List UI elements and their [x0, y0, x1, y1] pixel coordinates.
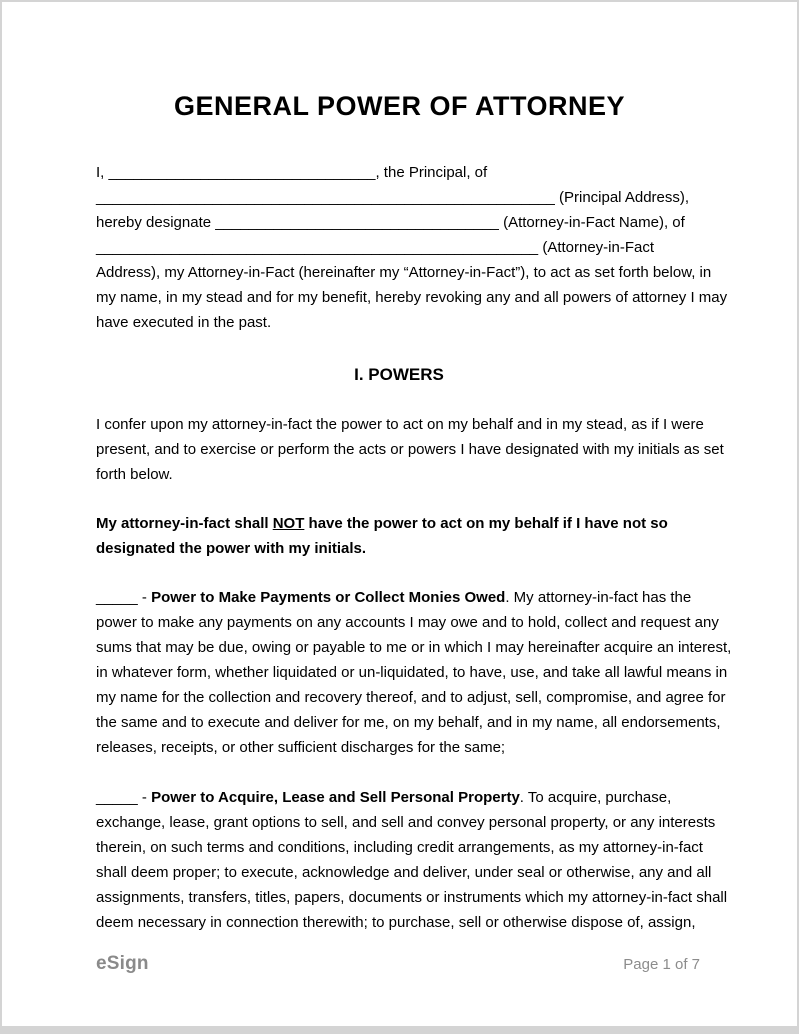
- text-line: [96, 585, 702, 610]
- text-segment: (Attorney-in-Fact Name), of: [498, 214, 685, 231]
- text-segment: . To acquire, purchase,: [519, 789, 672, 806]
- text-line: [96, 835, 702, 860]
- text-segment: NOT: [272, 515, 305, 532]
- text-segment: My attorney-in-fact shall: [96, 515, 273, 532]
- blank-fill-in-line: _____________________________________________________: [96, 239, 539, 256]
- text-line: [96, 160, 702, 185]
- page-number-indicator: Page 1 of 7: [623, 956, 700, 973]
- text-line: [96, 511, 702, 536]
- page-footer: [96, 953, 700, 975]
- text-segment: power to make any payments on any accounts I may owe and to hold, collect and request any: [96, 614, 719, 631]
- text-line: [96, 885, 728, 910]
- text-segment: I. POWERS: [354, 365, 444, 384]
- text-segment: therein, on such terms and conditions, including credit arrangements, as my attorney-in-fact: [96, 839, 703, 856]
- text-segment: my name, in my stead and for my benefit, hereby revoking any and all powers of attorney I may: [96, 289, 728, 306]
- text-line: [96, 860, 712, 885]
- document-body: [96, 2, 732, 1026]
- text-segment: Power to Acquire, Lease and Sell Personal Property: [151, 789, 520, 806]
- text-line: [96, 910, 702, 935]
- text-segment: hereby designate: [96, 214, 216, 231]
- text-segment: I,: [96, 164, 109, 181]
- text-line: [96, 235, 702, 260]
- text-line: [96, 735, 702, 760]
- text-segment: -: [137, 589, 152, 606]
- text-line: [96, 810, 716, 835]
- power-payments-paragraph: [96, 585, 732, 760]
- text-segment: have executed in the past.: [96, 314, 272, 331]
- text-line: [96, 185, 702, 210]
- text-line: [96, 437, 724, 462]
- text-segment: forth below.: [96, 466, 173, 483]
- text-segment: (Principal Address),: [554, 189, 690, 206]
- powers-intro-paragraph: [96, 412, 724, 487]
- power-personal-property-paragraph: [96, 785, 728, 935]
- text-segment: assignments, transfers, titles, papers, documents or instruments which my attorney-in-fact shall: [96, 889, 728, 906]
- text-segment: releases, receipts, or other sufficient discharges for the same;: [96, 739, 506, 756]
- text-line: [96, 536, 702, 561]
- text-line: [96, 210, 702, 235]
- text-segment: the same and to execute and deliver for me, on my behalf, and in my name, all endorsements,: [96, 714, 721, 731]
- blank-fill-in-line: __________________________________: [215, 214, 499, 231]
- text-line: [96, 785, 702, 810]
- opening-paragraph: [96, 160, 728, 335]
- text-line: [96, 610, 719, 635]
- text-line: [96, 462, 702, 487]
- text-segment: I confer upon my attorney-in-fact the power to act on my behalf and in my stead, as if I were: [96, 416, 704, 433]
- text-segment: Power to Make Payments or Collect Monies Owed: [151, 589, 506, 606]
- blank-fill-in-line: _______________________________________________________: [96, 189, 555, 206]
- esign-brand-logo: eSign: [96, 953, 149, 974]
- text-line: [96, 412, 702, 437]
- text-segment: exchange, lease, grant options to sell, and sell and convey personal property, or any interests: [96, 814, 716, 831]
- pdf-page: [2, 2, 797, 1026]
- text-segment: . My attorney-in-fact has the: [505, 589, 692, 606]
- text-segment: deem necessary in connection therewith; to purchase, sell or otherwise dispose of, assign,: [96, 914, 696, 931]
- text-segment: sums that may be due, owing or payable to me or in which I may hereinafter acquire an interest,: [96, 639, 732, 656]
- text-line: [96, 660, 728, 685]
- document-title: GENERAL POWER OF ATTORNEY: [173, 91, 626, 121]
- text-segment: -: [137, 789, 152, 806]
- text-line: [96, 635, 732, 660]
- blank-fill-in-line: _____: [96, 789, 138, 806]
- blank-fill-in-line: ________________________________: [108, 164, 376, 181]
- text-segment: present, and to exercise or perform the acts or powers I have designated with my initials as set: [96, 441, 724, 458]
- text-line: [96, 310, 702, 335]
- text-segment: have the power to act on my behalf if I have not so: [304, 515, 668, 532]
- blank-fill-in-line: _____: [96, 589, 138, 606]
- text-line: [96, 260, 712, 285]
- text-line: [96, 685, 726, 710]
- text-segment: , the Principal, of: [375, 164, 488, 181]
- text-segment: my name for the collection and recovery thereof, and to adjust, sell, compromise, and agree for: [96, 689, 726, 706]
- text-segment: designated the power with my initials.: [96, 540, 367, 557]
- text-line: [96, 362, 702, 387]
- section-heading-powers: [96, 362, 702, 387]
- text-segment: (Attorney-in-Fact: [538, 239, 655, 256]
- text-line: [96, 285, 728, 310]
- text-segment: shall deem proper; to execute, acknowledge and deliver, under seal or otherwise, any and all: [96, 864, 712, 881]
- text-segment: in whatever form, whether liquidated or un-liquidated, to have, use, and take all lawful means in: [96, 664, 728, 681]
- text-line: [96, 710, 721, 735]
- text-segment: Address), my Attorney-in-Fact (hereinafter my “Attorney-in-Fact”), to act as set forth below, in: [96, 264, 712, 281]
- no-initials-notice-paragraph: [96, 511, 702, 561]
